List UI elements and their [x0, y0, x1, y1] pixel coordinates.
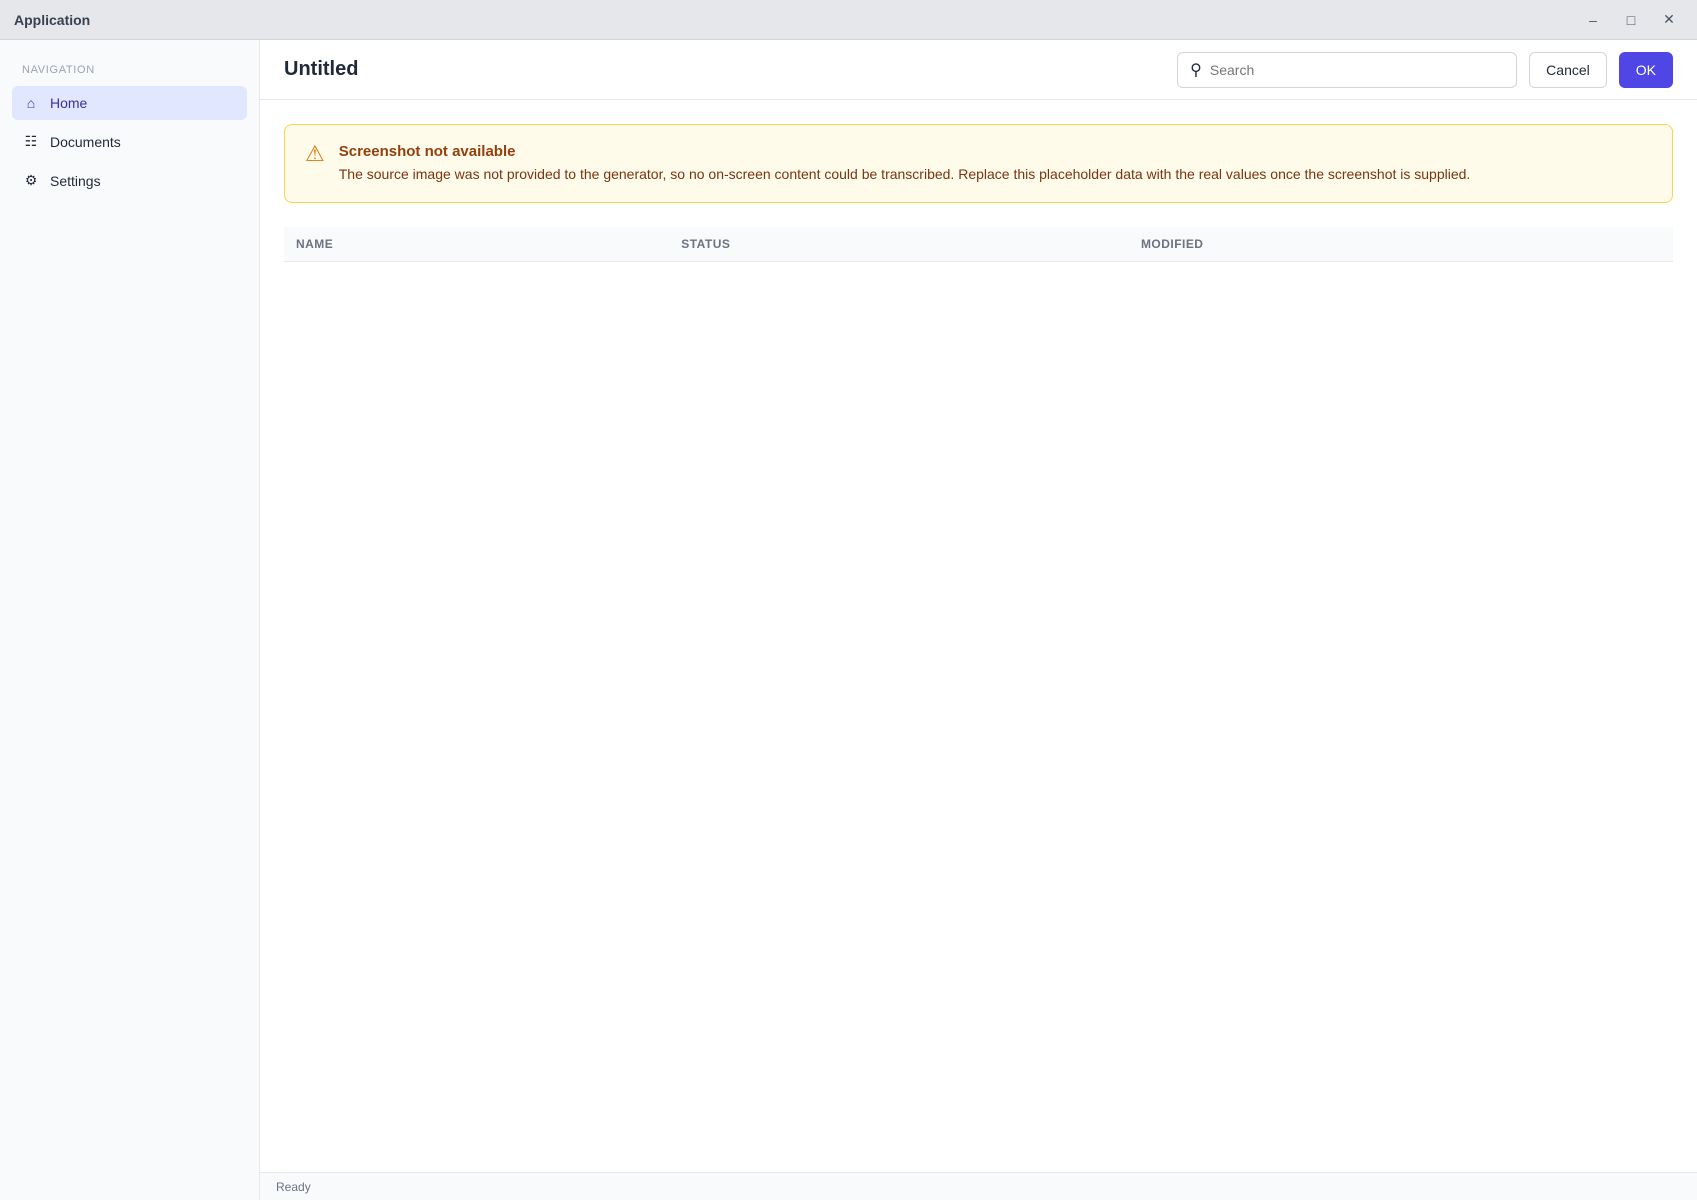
sidebar [0, 40, 260, 1200]
column-header[interactable]: NAME [284, 227, 669, 262]
notice-title: Screenshot not available [338, 143, 516, 160]
maximize-icon[interactable]: □ [1626, 11, 1636, 28]
minimize-icon[interactable]: – [1589, 11, 1597, 28]
content-area [260, 100, 1697, 1172]
sidebar-item-label: Home [50, 95, 88, 111]
placeholder-notice [284, 124, 1673, 203]
notice-text: The source image was not provided to the generator, so no on-screen content could be transcribed. Replace this placeholder data with the real values once the screenshot is supplied. [338, 166, 1471, 182]
title-bar [0, 0, 1697, 40]
home-icon: ⌂ [26, 95, 36, 111]
sidebar-item-label: Documents [50, 133, 121, 150]
document-icon: ☷ [24, 133, 38, 149]
app-body [0, 40, 1697, 1200]
data-table [284, 227, 1673, 262]
column-header[interactable]: STATUS [669, 227, 1129, 262]
window-title: Application [14, 11, 91, 28]
table-header-row [284, 227, 1673, 262]
sidebar-item-settings[interactable] [12, 163, 247, 198]
sidebar-item-label: Settings [50, 172, 101, 189]
cancel-button[interactable]: Cancel [1529, 52, 1607, 88]
close-icon[interactable]: ✕ [1663, 11, 1675, 27]
gear-icon: ⚙ [24, 172, 38, 188]
status-bar [260, 1172, 1697, 1200]
page-title: Untitled [284, 58, 359, 80]
search-box[interactable] [1177, 52, 1517, 88]
warning-icon: ⚠ [305, 141, 325, 166]
column-header[interactable]: MODIFIED [1129, 227, 1673, 262]
ok-button[interactable]: OK [1619, 52, 1673, 88]
sidebar-heading: NAVIGATION [22, 64, 95, 76]
sidebar-item-home[interactable] [12, 86, 247, 120]
sidebar-item-documents[interactable] [12, 124, 247, 159]
search-input[interactable] [1210, 62, 1504, 78]
notice-body [339, 143, 1471, 184]
status-text: Ready [276, 1179, 311, 1194]
search-icon: ⚲ [1190, 61, 1202, 79]
main-panel [260, 40, 1697, 1200]
toolbar [260, 40, 1697, 100]
